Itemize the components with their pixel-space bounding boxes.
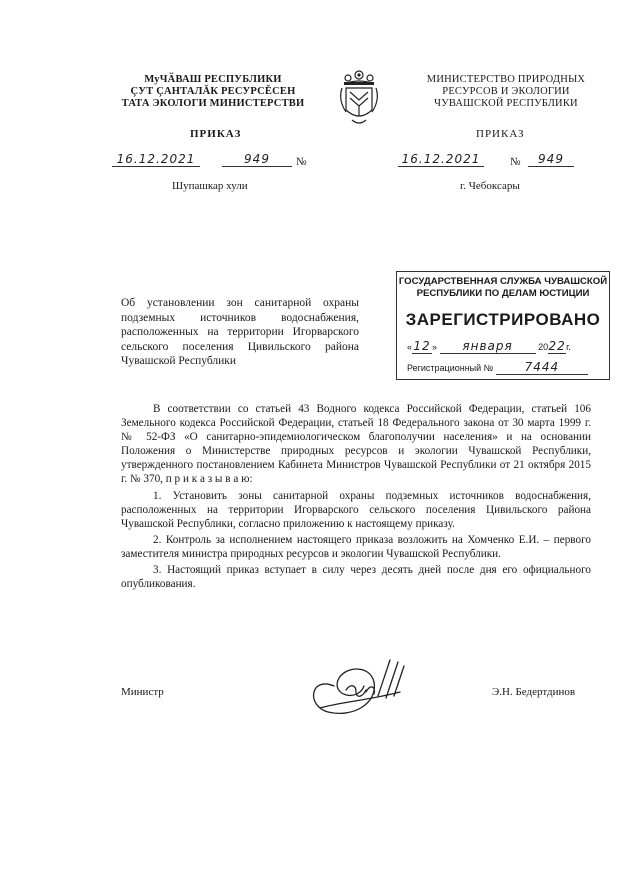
body-paragraph-preamble: В соответствии со статьей 43 Водного кодекса Российской Федерации, статьей 106 Земельного кодекса Российской Федерации, статьей 18 Федерального закона от 30 марта 1999 г. № 52-ФЗ «О санитарно-эпидемиологическом благополучии населения» и на основании Положения о Министерстве природных ресурсов и экологии Чувашской Республики, утвержденного постановлением Кабинета Министров Чувашской Республики от 21 октября 2015 г. № 370, п р и к а з ы в а ю: xyxy=(121,403,591,486)
order-date-right: 16.12.2021 xyxy=(398,152,484,167)
coat-of-arms-icon xyxy=(336,66,382,132)
prikaz-label-right: ПРИКАЗ xyxy=(476,128,525,140)
body-paragraph-3: 3. Настоящий приказ вступает в силу через десять дней после дня его официального опубликования. xyxy=(121,564,591,591)
signer-position: Министр xyxy=(121,686,164,698)
stamp-reg-row xyxy=(407,360,588,375)
document-body xyxy=(121,402,591,591)
city-russian: г. Чебоксары xyxy=(460,180,520,192)
body-paragraph-2: 2. Контроль за исполнением настоящего приказа возложить на Хомченко Е.И. – первого заместителя министра природных ресурсов и экологии Чувашской Республики. xyxy=(121,533,591,560)
document-title: Об установлении зон санитарной охраны подземных источников водоснабжения, расположенных на территории Игорварского сельского поселения Цивильского района Чувашской Республики xyxy=(121,297,359,368)
stamp-reg-number: 7444 xyxy=(496,360,588,375)
header-left-line-1: МуЧӐВАШ РЕСПУБЛИКИ xyxy=(144,74,282,85)
stamp-date-row xyxy=(407,339,601,354)
body-paragraph-1: 1. Установить зоны санитарной охраны подземных источников водоснабжения, расположенных на территории Игорварского сельского поселения Цивильского района Чувашской Республики, согласно приложению к настоящему приказу. xyxy=(121,489,591,530)
header-left-line-2: ÇУТ ÇАНТАЛĂК РЕСУРСĔСЕН xyxy=(130,86,296,97)
stamp-quote-close: » xyxy=(432,342,438,352)
stamp-org-name: ГОСУДАРСТВЕННАЯ СЛУЖБА ЧУВАШСКОЙ РЕСПУБЛИКИ ПО ДЕЛАМ ЮСТИЦИИ xyxy=(398,276,608,299)
signer-name: Э.Н. Бедертдинов xyxy=(492,686,576,698)
number-sign-right: № xyxy=(510,156,521,168)
header-left-line-3: ТАТА ЭКОЛОГИ МИНИСТЕРСТВИ xyxy=(121,98,305,109)
ministry-name-chuvash xyxy=(108,74,318,110)
stamp-year-prefix: 20 xyxy=(538,342,549,352)
ministry-name-russian xyxy=(396,74,616,110)
stamp-reg-label: Регистрационный № xyxy=(407,363,494,373)
order-number-left: 949 xyxy=(222,152,292,167)
number-sign-left: № xyxy=(296,156,307,168)
handwritten-signature xyxy=(300,656,410,720)
order-date-left: 16.12.2021 xyxy=(112,152,200,167)
stamp-status: ЗАРЕГИСТРИРОВАНО xyxy=(405,310,601,329)
stamp-year-unit: г. xyxy=(566,342,571,352)
stamp-quote-open: « xyxy=(407,342,413,352)
header-right-line-3: ЧУВАШСКОЙ РЕСПУБЛИКИ xyxy=(434,98,578,109)
header-right-line-2: РЕСУРСОВ И ЭКОЛОГИИ xyxy=(442,86,570,97)
stamp-year-suffix: 22 xyxy=(548,339,566,353)
stamp-day: 12 xyxy=(413,339,431,353)
registration-stamp xyxy=(396,271,610,380)
prikaz-label-left: ПРИКАЗ xyxy=(190,128,242,140)
header-right-line-1: МИНИСТЕРСТВО ПРИРОДНЫХ xyxy=(426,74,586,85)
city-chuvash: Шупашкар хули xyxy=(172,180,248,192)
stamp-month: января xyxy=(440,339,536,354)
order-number-right: 949 xyxy=(528,152,574,167)
